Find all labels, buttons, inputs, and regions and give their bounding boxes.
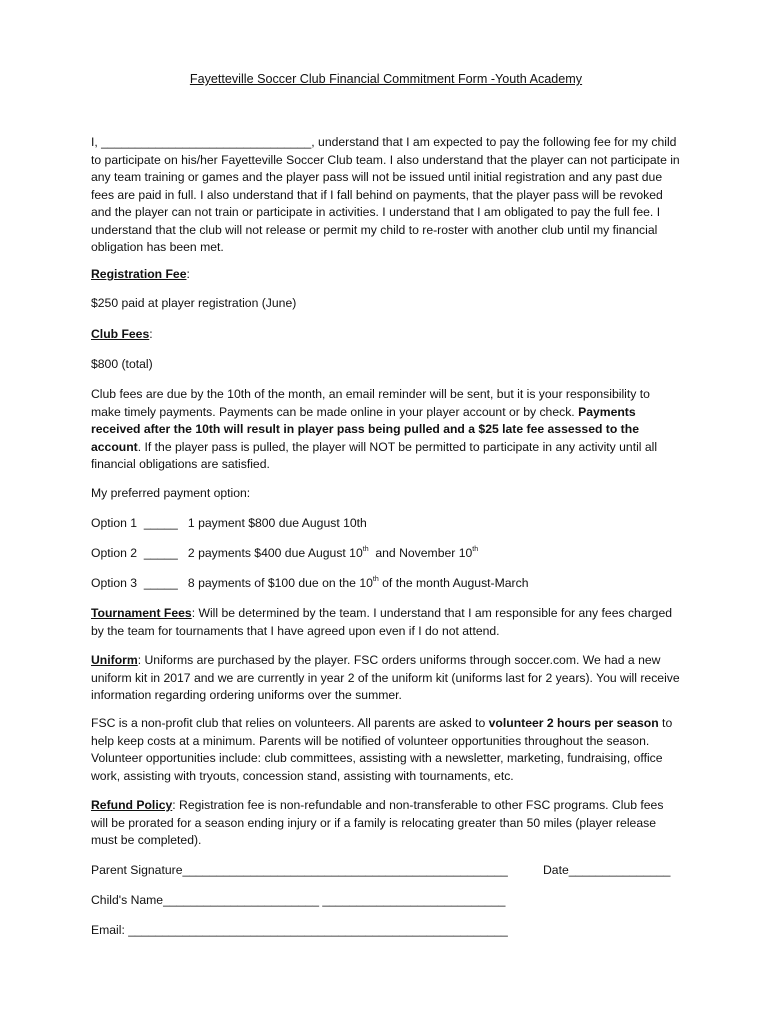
option-3-text-a: 8 payments of $100 due on the 10 bbox=[187, 576, 373, 590]
option-2-text-a: 2 payments $400 due August 10 bbox=[187, 546, 363, 560]
refund-heading: Refund Policy bbox=[91, 798, 173, 812]
volunteer-hours: volunteer 2 hours per season bbox=[488, 716, 659, 730]
registration-heading: Registration Fee bbox=[91, 267, 187, 281]
option-3-text-b: of the month August-March bbox=[378, 576, 529, 590]
date-field[interactable]: Date_______________ bbox=[543, 863, 671, 877]
page-title: Fayetteville Soccer Club Financial Commitment Form -Youth Academy bbox=[189, 72, 583, 86]
volunteer-text-a: FSC is a non-profit club that relies on volunteers. All parents are asked to bbox=[91, 716, 489, 730]
payment-option-2 bbox=[91, 545, 478, 563]
uniform-paragraph bbox=[91, 652, 681, 705]
registration-colon: : bbox=[186, 267, 190, 281]
uniform-heading: Uniform bbox=[91, 653, 138, 667]
email-field[interactable]: Email: ________________________________________________________ bbox=[91, 923, 508, 937]
volunteer-paragraph bbox=[91, 715, 681, 785]
club-fees-paragraph bbox=[91, 386, 681, 474]
option-1-blank[interactable]: Option 1 _____ bbox=[91, 516, 178, 530]
late-fee-notice: Payments received after the 10th will result in player pass being pulled and a $25 late fee assessed to the account bbox=[91, 404, 639, 454]
tournament-paragraph bbox=[91, 605, 681, 640]
club-fees-amount: $800 (total) bbox=[91, 357, 153, 371]
option-3-sup: th bbox=[372, 575, 379, 583]
payment-option-3 bbox=[91, 575, 528, 593]
club-fees-heading-line bbox=[91, 326, 681, 344]
child-name-field[interactable]: Child's Name_______________________ ___________________________ bbox=[91, 893, 506, 907]
option-2-blank[interactable]: Option 2 _____ bbox=[91, 546, 178, 560]
club-fees-colon: : bbox=[149, 327, 153, 341]
option-1-text: 1 payment $800 due August 10th bbox=[187, 516, 367, 530]
payment-option-1 bbox=[91, 515, 367, 533]
tournament-text: : Will be determined by the team. I understand that I am responsible for any fees charged by the team for tournaments that I have agreed upon even if I do not attend. bbox=[91, 606, 672, 638]
club-fees-text-b: . If the player pass is pulled, the player will NOT be permitted to participate in any activity until all financial obligations are satisfied. bbox=[91, 439, 658, 471]
tournament-heading: Tournament Fees bbox=[91, 606, 192, 620]
volunteer-text-b: to help keep costs at a minimum. Parents will be notified of volunteer opportunities throughout the season. Volunteer opportunities include: club committees, assisting with a newsletter, marketing, fundraising, office work, assisting with tryouts, concession stand, assisting with tournaments, etc. bbox=[91, 716, 673, 783]
uniform-text: : Uniforms are purchased by the player. FSC orders uniforms through soccer.com. We had a new uniform kit in 2017 and we are currently in year 2 of the uniform kit (uniforms last for 2 years). You will receive information regarding ordering uniforms over the summer. bbox=[91, 653, 680, 702]
option-3-blank[interactable]: Option 3 _____ bbox=[91, 576, 178, 590]
registration-heading-line bbox=[91, 266, 681, 284]
option-2-text-b: and November 10 bbox=[368, 546, 473, 560]
option-2-sup-a: th bbox=[362, 545, 369, 553]
intro-paragraph: I, _______________________________, understand that I am expected to pay the following fee for my child to participate on his/her Fayetteville Soccer Club team. I also understand that the player can not participate in any team training or games and the player pass will not be issued until initial registration and any past due fees are paid in full. I also understand that if I fall behind on payments, that the player pass will be revoked and the player can not train or participate in activities. I understand that I am obligated to pay the full fee. I understand that the club will not release or permit my child to re-roster with another club until my financial obligation has been met. bbox=[91, 135, 680, 254]
parent-signature-field[interactable]: Parent Signature________________________________________________ bbox=[91, 863, 508, 877]
registration-amount: $250 paid at player registration (June) bbox=[91, 296, 297, 310]
refund-text: : Registration fee is non-refundable and non-transferable to other FSC programs. Club fees will be prorated for a season ending injury or if a family is relocating greater than 50 miles (player release must be completed). bbox=[91, 798, 664, 847]
club-fees-heading: Club Fees bbox=[91, 327, 150, 341]
option-2-sup-b: th bbox=[472, 545, 479, 553]
refund-paragraph bbox=[91, 797, 681, 850]
club-fees-text-a: Club fees are due by the 10th of the month, an email reminder will be sent, but it is your responsibility to make timely payments. Payments can be made online in your player account or by check. bbox=[91, 387, 650, 419]
payment-prompt: My preferred payment option: bbox=[91, 486, 251, 500]
